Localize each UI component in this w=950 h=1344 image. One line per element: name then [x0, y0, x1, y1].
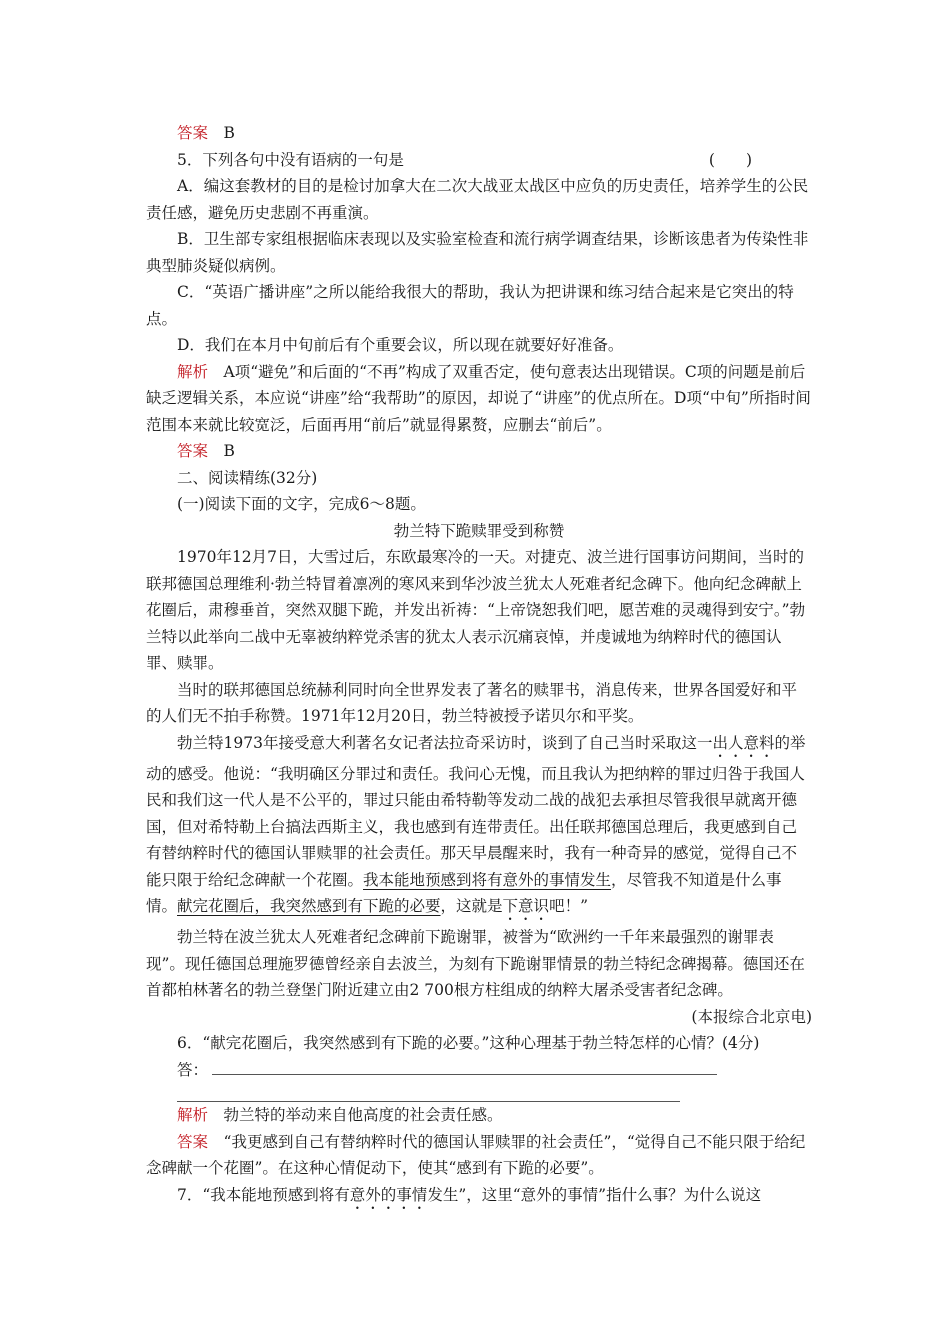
q5-stem: 5．下列各句中没有语病的一句是 ( ) — [177, 150, 752, 169]
section-subheading: (一)阅读下面的文字，完成6～8题。 — [177, 495, 426, 513]
article-title: 勃兰特下跪赎罪受到称赞 — [393, 521, 565, 540]
q6-answer: 答案 “我更感到自己有替纳粹时代的德国认罪赎罪的社会责任”，“觉得自己不能只限于给纪念碑献一个花圈”。在这种心情促动下，使其“感到有下跪的必要”。 — [146, 1132, 806, 1177]
emphasis-dotted-phrase: 出人意料 — [712, 733, 775, 752]
answer-line[interactable] — [212, 1060, 717, 1075]
q6-stem: 6．“献完花圈后，我突然感到有下跪的必要。”这种心理基于勃兰特怎样的心情？(4分) — [177, 1034, 760, 1052]
q5-option-c: C．“英语广播讲座”之所以能给我很大的帮助，我认为把讲课和练习结合起来是它突出的特点。 — [146, 283, 794, 328]
underlined-sentence-2: 献完花圈后，我突然感到有下跪的必要 — [177, 897, 441, 915]
q6-answer-prompt: 答： — [146, 1057, 812, 1084]
q6-analysis: 解析 勃兰特的举动来自他高度的社会责任感。 — [177, 1106, 503, 1124]
document-body — [146, 120, 812, 1213]
q5-analysis: 解析 A项“避免”和后面的“不再”构成了双重否定，使句意表达出现错误。C项的问题是前后缺乏逻辑关系，本应说“讲座”给“我帮助”的原因，却说了“讲座”的优点所在。D项“中旬”所指时间范围本来就比较宽泛，后面再用“前后”就显得累赘，应删去“前后”。 — [146, 362, 811, 434]
q5-option-d: D．我们在本月中旬前后有个重要会议，所以现在就要好好准备。 — [177, 336, 624, 354]
article-paragraph-1: 1970年12月7日，大雪过后，东欧最寒冷的一天。对捷克、波兰进行国事访问期间，当时的联邦德国总理维利·勃兰特冒着凛冽的寒风来到华沙波兰犹太人死难者纪念碑下。他向纪念碑献上花圈后，肃穆垂首，突然双腿下跪，并发出祈祷：“上帝饶恕我们吧，愿苦难的灵魂得到安宁。”勃兰特以此举向二战中无辜被纳粹党杀害的犹太人表示沉痛哀悼，并虔诚地为纳粹时代的德国认罪、赎罪。 — [146, 548, 806, 672]
q5-option-b: B．卫生部专家组根据临床表现以及实验室检查和流行病学调查结果，诊断该患者为传染性非典型肺炎疑似病例。 — [146, 230, 809, 275]
q5-answer: 答案 B — [177, 442, 235, 460]
q5-option-a: A．编这套教材的目的是检讨加拿大在二次大战亚太战区中应负的历史责任，培养学生的公民责任感，避免历史悲剧不再重演。 — [146, 177, 809, 222]
article-paragraph-4: 勃兰特在波兰犹太人死难者纪念碑前下跪谢罪，被誉为“欧洲约一千年来最强烈的谢罪表现”。现任德国总理施罗德曾经亲自去波兰，为刻有下跪谢罪情景的勃兰特纪念碑揭幕。德国还在首都柏林著名的勃兰登堡门附近建立由2 700根方柱组成的纳粹大屠杀受害者纪念碑。 — [146, 928, 805, 999]
q7-stem: 7．“我本能地预感到将有意外的事情发生”，这里“意外的事情”指什么事？为什么说这 — [177, 1185, 762, 1204]
emphasis-dotted-phrase-q7: 意外的事情 — [349, 1185, 428, 1204]
section-heading: 二、阅读精练(32分) — [177, 468, 318, 487]
underlined-sentence-1: 我本能地预感到将有意外的事情发生 — [363, 870, 612, 889]
article-paragraph-2: 当时的联邦德国总统赫利同时向全世界发表了著名的赎罪书，消息传来，世界各国爱好和平的人们无不拍手称赞。1971年12月20日，勃兰特被授予诺贝尔和平奖。 — [146, 680, 798, 725]
emphasis-dotted-word: 下意识 — [502, 897, 550, 915]
answer-line-2[interactable] — [177, 1083, 680, 1102]
article-paragraph-3: 勃兰特1973年接受意大利著名女记者法拉奇采访时，谈到了自己当时采取这一出人意料的举动的感受。他说：“我明确区分罪过和责任。我问心无愧，而且我认为把纳粹的罪过归咎于我国人民和我们这一代人是不公平的，罪过只能由希特勒等发动二战的战犯去承担尽管我很早就离开德国，但对希特勒上台搞法西斯主义，我也感到有连带责任。出任联邦德国总理后，我更感到自己有替纳粹时代的德国认罪赎罪的社会责任。那天早晨醒来时，我有一种奇异的感觉，觉得自己不能只限于给纪念碑献一个花圈。我本能地预感到将有意外的事情发生，尽管我不知道是什么事情。献完花圈后，我突然感到有下跪的必要，这就是下意识吧！” — [146, 733, 806, 915]
q4-answer: 答案 B — [177, 124, 235, 142]
article-source: (本报综合北京电) — [691, 1007, 812, 1026]
